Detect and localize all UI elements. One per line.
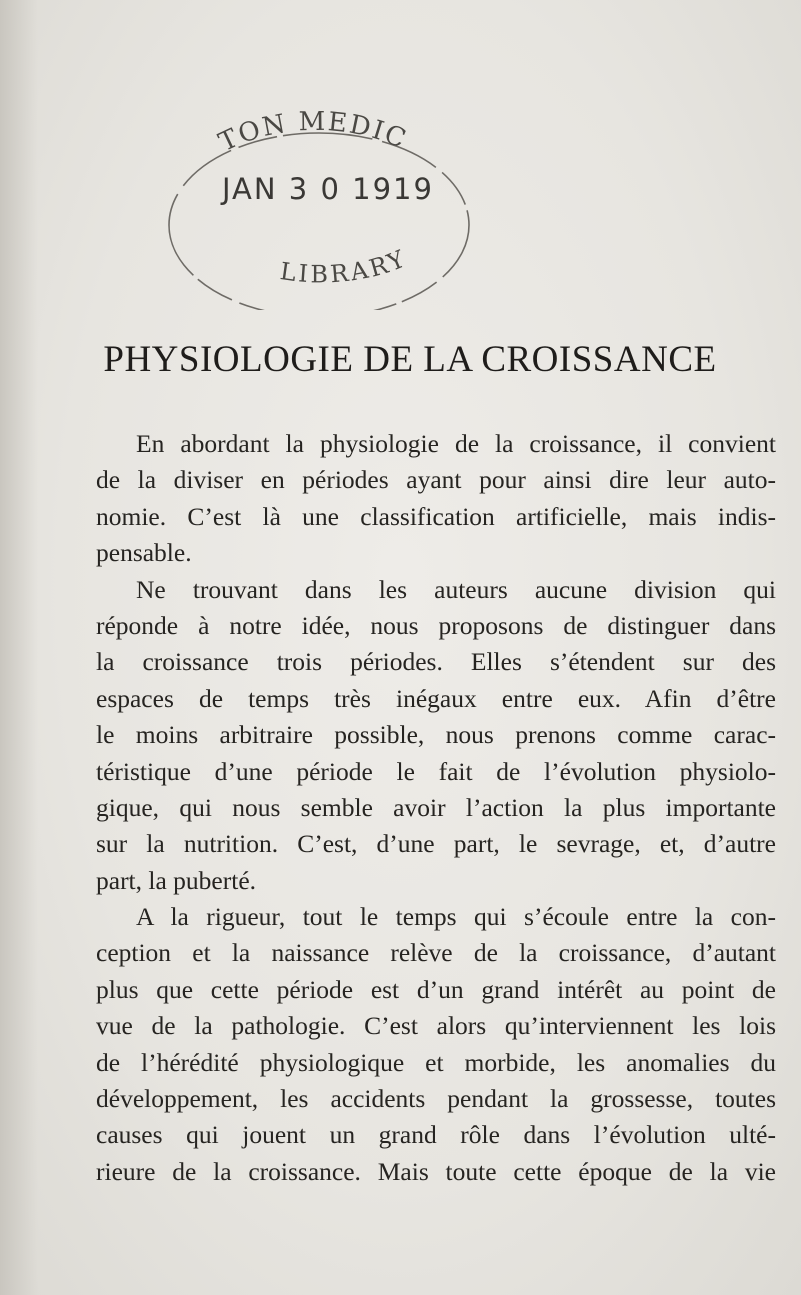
text-line: vue de la pathologie. C’est alors qu’interviennent les lois	[96, 1011, 776, 1041]
text-line: de l’hérédité physiologique et morbide, les anomalies du	[96, 1047, 776, 1077]
text-line: A la rigueur, tout le temps qui s’écoule entre la con-	[136, 902, 776, 932]
text-line: le moins arbitraire possible, nous prenons comme carac-	[96, 720, 776, 750]
text-line: la croissance trois périodes. Elles s’étendent sur des	[96, 647, 776, 677]
text-line: nomie. C’est là une classification artificielle, mais indis-	[96, 501, 776, 531]
text-line: plus que cette période est d’un grand intérêt au point de	[96, 974, 776, 1004]
text-line: de la diviser en périodes ayant pour ainsi dire leur auto-	[96, 465, 776, 495]
text-line: Ne trouvant dans les auteurs aucune division qui	[136, 574, 776, 604]
text-line: pensable.	[96, 538, 192, 568]
stamp-date: JAN 3 0 1919	[222, 172, 434, 206]
text-line: sur la nutrition. C’est, d’une part, le sevrage, et, d’autre	[96, 829, 776, 859]
text-line: téristique d’une période le fait de l’évolution physiolo-	[96, 756, 776, 786]
text-line: développement, les accidents pendant la grossesse, toutes	[96, 1084, 776, 1114]
library-stamp	[136, 100, 496, 310]
text-line: ception et la naissance relève de la croissance, d’autant	[96, 938, 776, 968]
svg-text:LIBRARY: LIBRARY	[278, 243, 412, 289]
text-line: rieure de la croissance. Mais toute cette époque de la vie	[96, 1156, 776, 1186]
svg-text:TON MEDIC: TON MEDIC	[214, 106, 412, 158]
text-line: espaces de temps très inégaux entre eux. Afin d’être	[96, 683, 776, 713]
text-line: part, la puberté.	[96, 865, 257, 895]
text-line: réponde à notre idée, nous proposons de distinguer dans	[96, 610, 776, 640]
page-gutter-shadow	[0, 0, 38, 1295]
text-line: En abordant la physiologie de la croissance, il convient	[136, 429, 776, 458]
text-line: causes qui jouent un grand rôle dans l’évolution ulté-	[96, 1120, 776, 1150]
text-line: gique, qui nous semble avoir l’action la plus importante	[96, 792, 776, 822]
chapter-title: PHYSIOLOGIE DE LA CROISSANCE	[103, 339, 717, 380]
body-text	[96, 426, 776, 1190]
